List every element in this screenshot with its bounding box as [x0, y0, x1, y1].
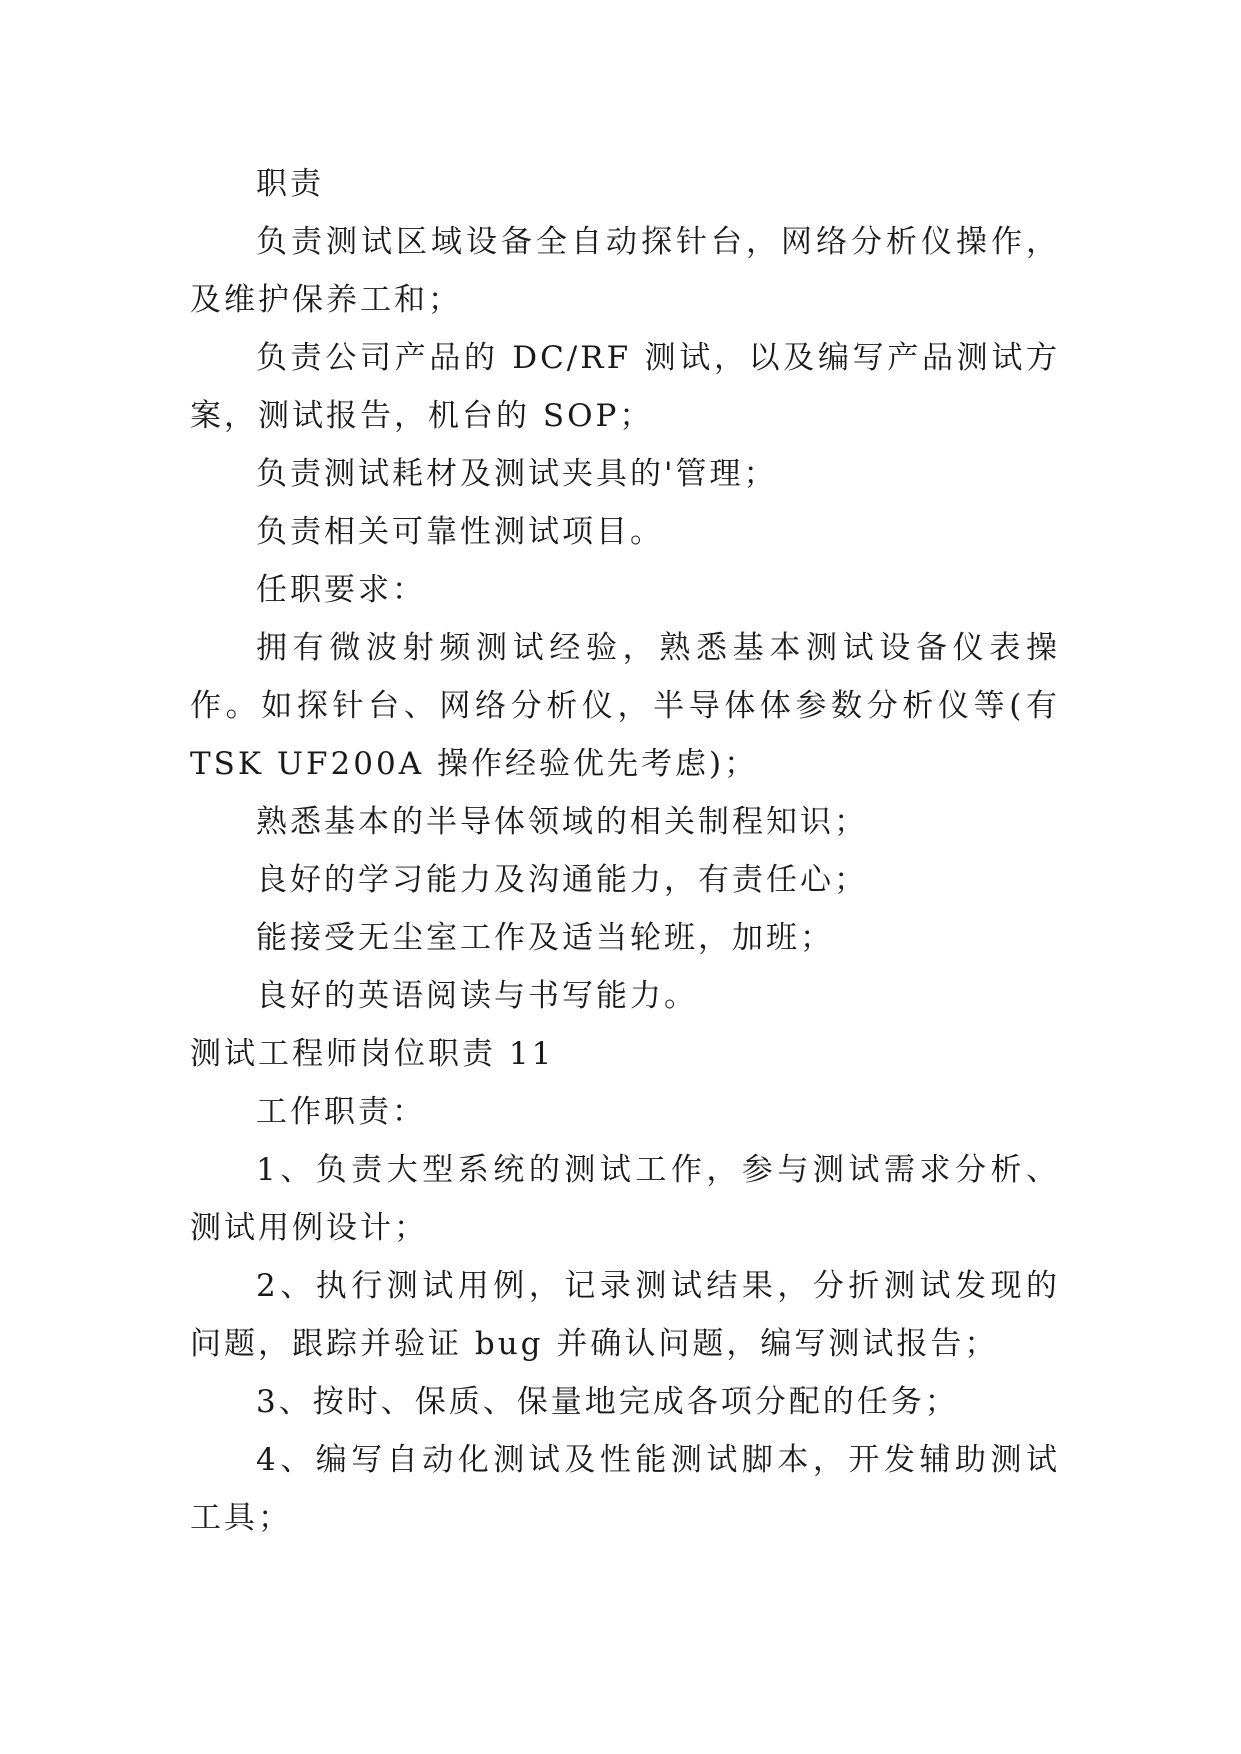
paragraph-requirements-heading: 任职要求：	[256, 572, 426, 608]
paragraph: 2、执行测试用例，记录测试结果，分折测试发现的问题，跟踪并验证 bug 并确认问题，编写测试报告；	[190, 1268, 1060, 1362]
paragraph: 1、负责大型系统的测试工作，参与测试需求分析、测试用例设计；	[190, 1152, 1060, 1246]
paragraph: 熟悉基本的半导体领域的相关制程知识；	[256, 804, 868, 840]
document-body	[190, 155, 1060, 1547]
section-title: 测试工程师岗位职责 11	[190, 1036, 555, 1072]
paragraph: 负责测试区域设备全自动探针台，网络分析仪操作，及维护保养工和；	[190, 224, 1060, 318]
paragraph: 负责测试耗材及测试夹具的'管理；	[256, 456, 778, 492]
paragraph: 负责相关可靠性测试项目。	[256, 514, 664, 550]
paragraph: 4、编写自动化测试及性能测试脚本，开发辅助测试工具；	[190, 1442, 1060, 1536]
paragraph: 3、按时、保质、保量地完成各项分配的任务；	[256, 1384, 959, 1420]
paragraph-work-duties-heading: 工作职责：	[256, 1094, 426, 1130]
paragraph: 良好的英语阅读与书写能力。	[256, 978, 698, 1014]
paragraph: 拥有微波射频测试经验，熟悉基本测试设备仪表操作。如探针台、网络分析仪，半导体体参数分析仪等(有 TSK UF200A 操作经验优先考虑)；	[190, 630, 1060, 782]
paragraph: 能接受无尘室工作及适当轮班，加班；	[256, 920, 834, 956]
paragraph: 负责公司产品的 DC/RF 测试，以及编写产品测试方案，测试报告，机台的 SOP；	[190, 340, 1060, 434]
paragraph: 良好的学习能力及沟通能力，有责任心；	[256, 862, 868, 898]
paragraph-duties-heading: 职责	[256, 166, 324, 202]
